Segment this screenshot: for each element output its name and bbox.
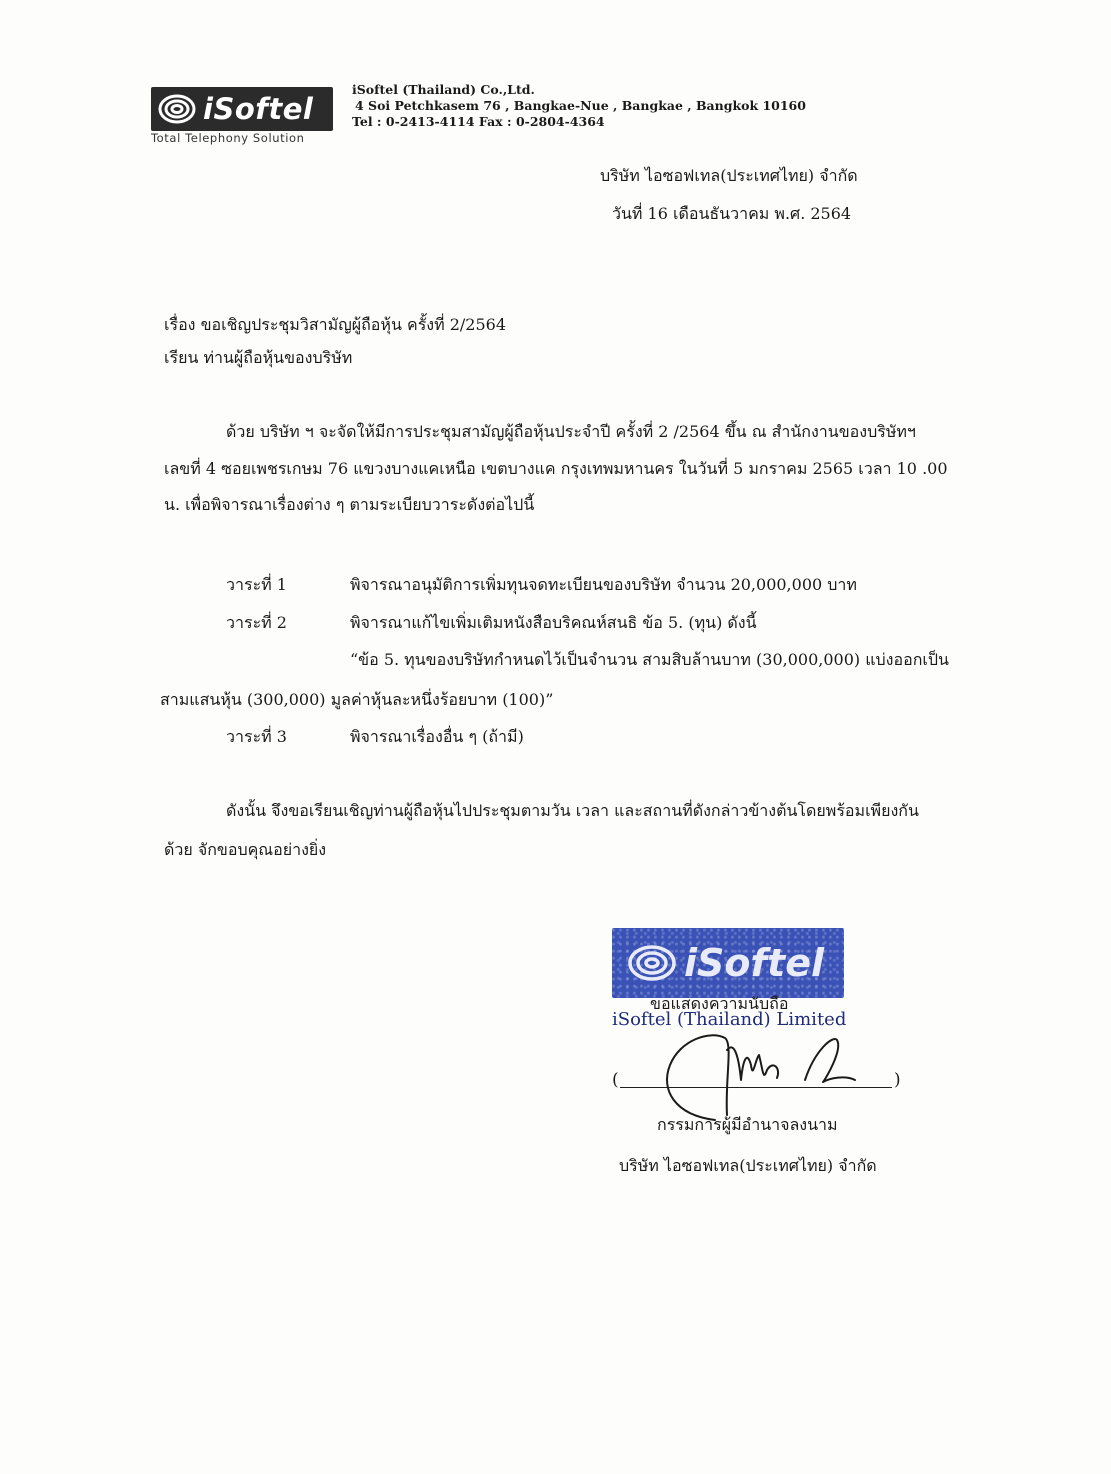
agenda-3-label: วาระที่ 3 <box>226 727 287 746</box>
agenda-1-label: วาระที่ 1 <box>226 575 287 594</box>
letter-subject: เรื่อง ขอเชิญประชุมวิสามัญผู้ถือหุ้น ครั้งที่ 2/2564 <box>164 315 507 334</box>
company-address: 4 Soi Petchkasem 76 , Bangkae-Nue , Bangkae , Bangkok 10160 <box>355 98 806 113</box>
closing-line2: ด้วย จักขอบคุณอย่างยิ่ง <box>164 840 327 859</box>
company-info <box>352 82 806 130</box>
signatory-title: กรรมการผู้มีอำนาจลงนาม <box>657 1115 838 1134</box>
company-stamp <box>612 928 844 998</box>
company-contact: Tel : 0-2413-4114 Fax : 0-2804-4364 <box>352 114 605 129</box>
letter-date: วันที่ 16 เดือนธันวาคม พ.ศ. 2564 <box>612 204 852 223</box>
signature-line <box>620 1087 892 1088</box>
paragraph1-line2: เลขที่ 4 ซอยเพชรเกษม 76 แขวงบางแคเหนือ เขตบางแค กรุงเทพมหานคร ในวันที่ 5 มกราคม 2565 เวลา 10 .00 <box>164 459 948 478</box>
logo-text: iSoftel <box>203 92 314 126</box>
paragraph1-line3: น. เพื่อพิจารณาเรื่องต่าง ๆ ตามระเบียบวาระดังต่อไปนี้ <box>164 495 535 514</box>
header-company-th: บริษัท ไอซอฟเทล(ประเทศไทย) จำกัด <box>600 166 858 185</box>
agenda-2-text: พิจารณาแก้ไขเพิ่มเติมหนังสือบริคณห์สนธิ ข้อ 5. (ทุน) ดังนี้ <box>350 613 757 632</box>
signature-paren-close: ) <box>894 1070 901 1090</box>
paragraph1-line1: ด้วย บริษัท ฯ จะจัดให้มีการประชุมสามัญผู้ถือหุ้นประจำปี ครั้งที่ 2 /2564 ขึ้น ณ สำนักงานของบริษัทฯ <box>226 422 916 441</box>
handwritten-signature <box>655 1020 865 1125</box>
stamp-emblem-icon <box>626 941 678 985</box>
signature-paren-open: ( <box>612 1070 619 1090</box>
agenda-2-label: วาระที่ 2 <box>226 613 287 632</box>
respect-phrase: ขอแสดงความนับถือ <box>650 994 789 1013</box>
logo-tagline: Total Telephony Solution <box>151 131 305 145</box>
agenda-3-text: พิจารณาเรื่องอื่น ๆ (ถ้ามี) <box>350 727 524 746</box>
company-logo <box>151 87 333 131</box>
signatory-company: บริษัท ไอซอฟเทล(ประเทศไทย) จำกัด <box>619 1156 877 1175</box>
logo-emblem-icon <box>157 92 197 126</box>
agenda-1-text: พิจารณาอนุมัติการเพิ่มทุนจดทะเบียนของบริษัท จำนวน 20,000,000 บาท <box>350 575 857 594</box>
letter-recipient: เรียน ท่านผู้ถือหุ้นของบริษัท <box>164 348 353 367</box>
company-name-en: iSoftel (Thailand) Co.,Ltd. <box>352 82 535 97</box>
quote-line2: สามแสนหุ้น (300,000) มูลค่าหุ้นละหนึ่งร้อยบาท (100)” <box>160 690 554 709</box>
stamp-logo-text: iSoftel <box>684 941 824 985</box>
closing-line1: ดังนั้น จึงขอเรียนเชิญท่านผู้ถือหุ้นไปประชุมตามวัน เวลา และสถานที่ดังกล่าวข้างต้นโดยพร้อมเพียงกัน <box>226 801 919 820</box>
quote-line1: “ข้อ 5. ทุนของบริษัทกำหนดไว้เป็นจำนวน สามสิบล้านบาท (30,000,000) แบ่งออกเป็น <box>350 650 949 669</box>
stamp-company-name: iSoftel (Thailand) Limited <box>612 1009 847 1030</box>
